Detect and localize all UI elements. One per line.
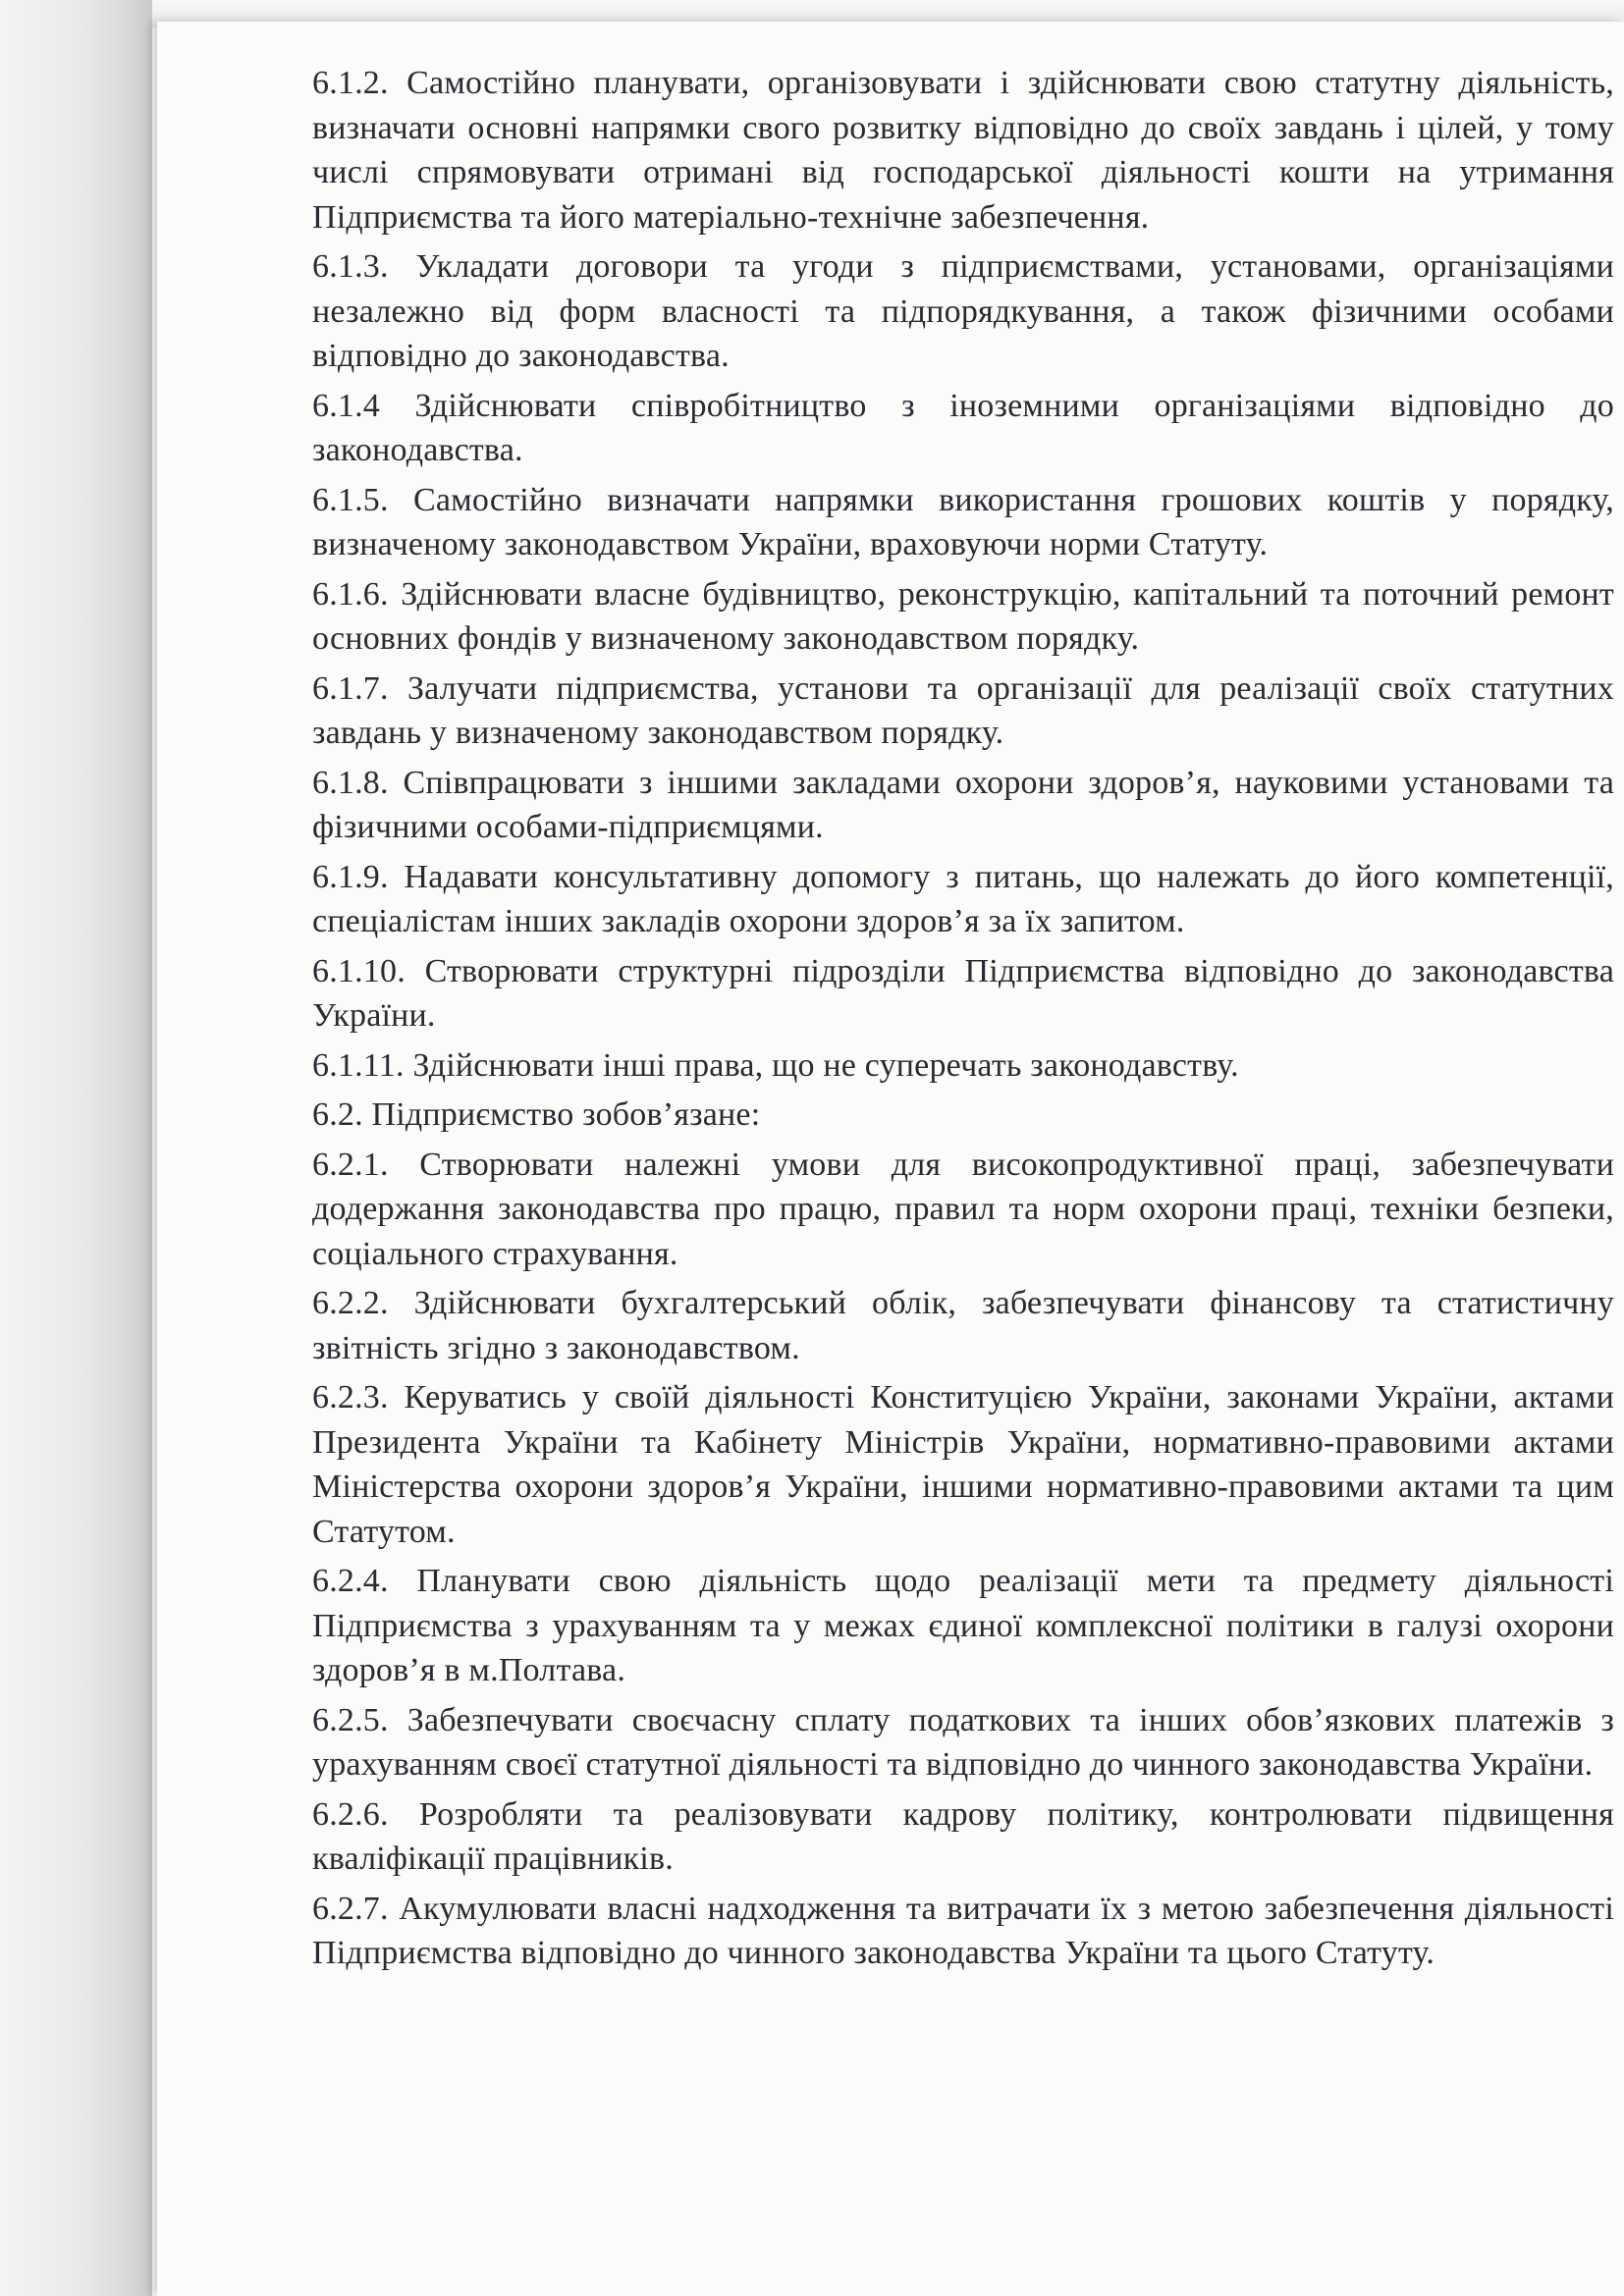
clause-6-2-4: 6.2.4. Планувати свою діяльність щодо реалізації мети та предмету діяльності Підприємства з урахуванням та у межах єдиної комплексної політики в галузі охорони здоров’я в м.Полтава. bbox=[312, 1563, 1614, 1688]
clause-6-2-6: 6.2.6. Розробляти та реалізовувати кадрову політику, контролювати підвищення кваліфікації працівників. bbox=[312, 1795, 1614, 1877]
clause-6-2-1: 6.2.1. Створювати належні умови для високопродуктивної праці, забезпечувати додержання законодавства про працю, правил та норм охорони праці, техніки безпеки, соціального страхування. bbox=[312, 1146, 1614, 1272]
clause-6-2-7: 6.2.7. Акумулювати власні надходження та витрачати їх з метою забезпечення діяльності Підприємства відповідно до чинного законодавства України та цього Статуту. bbox=[312, 1890, 1614, 1971]
clause-6-1-2: 6.1.2. Самостійно планувати, організовувати і здійснювати свою статутну діяльність, визначати основні напрямки свого розвитку відповідно до своїх завдань і цілей, у тому числі спрямовувати отримані від господарської діяльності кошти на утримання Підприємства та його матеріально-технічне забезпечення. bbox=[312, 65, 1614, 236]
clause-6-1-9: 6.1.9. Надавати консультативну допомогу з питань, що належать до його компетенції, спеціалістам інших закладів охорони здоров’я за їх запитом. bbox=[312, 858, 1614, 939]
clause-6-1-7: 6.1.7. Залучати підприємства, установи та організації для реалізації своїх статутних завдань у визначеному законодавством порядку. bbox=[312, 669, 1614, 751]
clause-6-2-5: 6.2.5. Забезпечувати своєчасну сплату податкових та інших обов’язкових платежів з урахуванням своєї статутної діяльності та відповідно до чинного законодавства України. bbox=[312, 1701, 1614, 1783]
clause-6-1-3: 6.1.3. Укладати договори та угоди з підприємствами, установами, організаціями незалежно від форм власності та підпорядкування, а також фізичними особами відповідно до законодавства. bbox=[312, 248, 1614, 374]
clause-6-1-5: 6.1.5. Самостійно визначати напрямки використання грошових коштів у порядку, визначеному законодавством України, враховуючи норми Статуту. bbox=[312, 481, 1614, 562]
clause-6-1-6: 6.1.6. Здійснювати власне будівництво, реконструкцію, капітальний та поточний ремонт основних фондів у визначеному законодавством порядку. bbox=[312, 575, 1614, 657]
clause-6-1-4: 6.1.4 Здійснювати співробітництво з іноземними організаціями відповідно до законодавства. bbox=[312, 387, 1614, 468]
scan-left-margin bbox=[0, 0, 152, 2296]
clause-6-2-heading: 6.2. Підприємство зобов’язане: bbox=[312, 1096, 761, 1133]
clause-6-1-10: 6.1.10. Створювати структурні підрозділи Підприємства відповідно до законодавства України. bbox=[312, 952, 1614, 1034]
document-body bbox=[312, 61, 1614, 1981]
clause-6-2-2: 6.2.2. Здійснювати бухгалтерський облік, забезпечувати фінансову та статистичну звітність згідно з законодавством. bbox=[312, 1285, 1614, 1366]
clause-6-1-8: 6.1.8. Співпрацювати з іншими закладами охорони здоров’я, науковими установами та фізичними особами-підприємцями. bbox=[312, 764, 1614, 845]
clause-6-2-3: 6.2.3. Керуватись у своїй діяльності Конституцією України, законами України, актами Президента України та Кабінету Міністрів України, нормативно-правовими актами Міністерства охорони здоров’я України, іншими нормативно-правовими актами та цим Статутом. bbox=[312, 1379, 1614, 1550]
clause-6-1-11: 6.1.11. Здійснювати інші права, що не суперечать законодавству. bbox=[312, 1046, 1239, 1084]
